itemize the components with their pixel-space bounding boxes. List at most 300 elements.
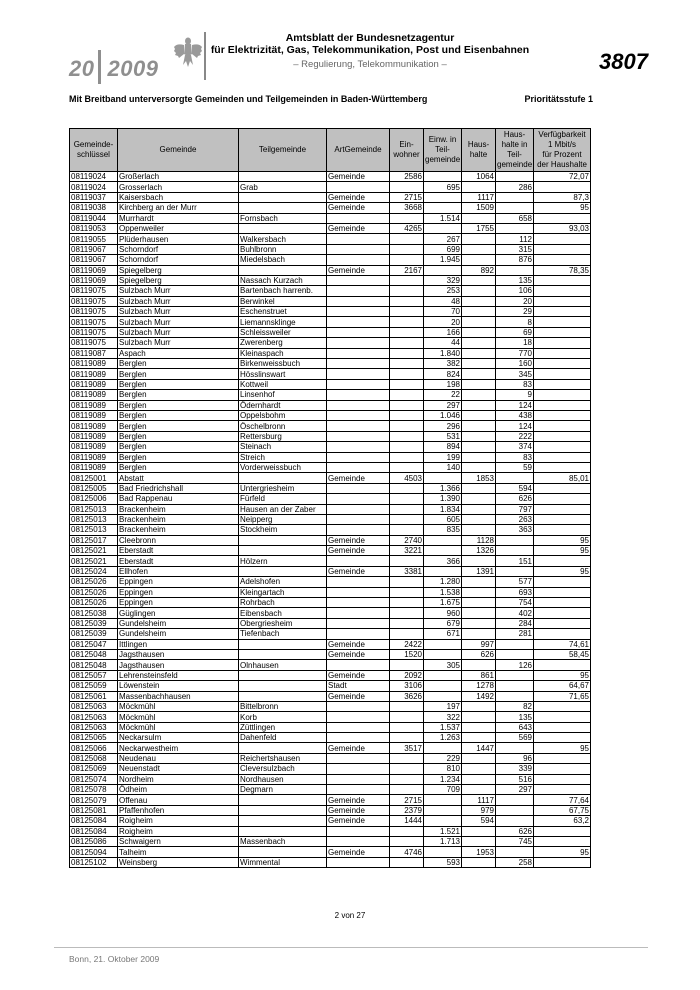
table-cell: 08125048 xyxy=(70,649,118,659)
table-row xyxy=(70,275,591,285)
table-row xyxy=(70,753,591,763)
table-cell: Sulzbach Murr xyxy=(118,286,239,296)
table-cell: 08119089 xyxy=(70,379,118,389)
table-cell xyxy=(390,359,424,369)
table-cell xyxy=(462,359,496,369)
table-cell xyxy=(534,182,591,192)
table-cell: 605 xyxy=(424,514,462,524)
table-cell: 08125078 xyxy=(70,785,118,795)
table-cell xyxy=(462,390,496,400)
table-cell: 08125026 xyxy=(70,577,118,587)
table-cell: 1.366 xyxy=(424,483,462,493)
table-cell xyxy=(496,681,534,691)
table-cell xyxy=(327,296,390,306)
table-cell: 4265 xyxy=(390,223,424,233)
table-cell: Vorderweissbuch xyxy=(239,462,327,472)
table-cell: 08125013 xyxy=(70,525,118,535)
table-cell: 267 xyxy=(424,234,462,244)
table-cell: Pfaffenhofen xyxy=(118,805,239,815)
header-divider xyxy=(204,32,206,80)
table-cell: Linsenhof xyxy=(239,390,327,400)
table-cell xyxy=(534,462,591,472)
table-cell: 85,01 xyxy=(534,473,591,483)
table-cell xyxy=(327,421,390,431)
table-cell: Brackenheim xyxy=(118,514,239,524)
table-row xyxy=(70,566,591,576)
table-cell: Cleversulzbach xyxy=(239,764,327,774)
table-cell xyxy=(239,265,327,275)
table-cell xyxy=(462,275,496,285)
table-cell: 824 xyxy=(424,369,462,379)
table-cell: 71,65 xyxy=(534,691,591,701)
table-cell: 08119053 xyxy=(70,223,118,233)
table-cell xyxy=(390,462,424,472)
table-cell: Löwenstein xyxy=(118,681,239,691)
table-cell: Gundelsheim xyxy=(118,618,239,628)
table-cell xyxy=(327,618,390,628)
table-cell xyxy=(462,774,496,784)
table-cell xyxy=(462,348,496,358)
table-cell: 08125057 xyxy=(70,670,118,680)
table-cell: 08125001 xyxy=(70,473,118,483)
table-cell: 1.390 xyxy=(424,494,462,504)
table-cell: Eschenstruet xyxy=(239,307,327,317)
table-cell xyxy=(462,431,496,441)
table-cell xyxy=(496,192,534,202)
table-cell xyxy=(390,379,424,389)
table-cell: 402 xyxy=(496,608,534,618)
table-cell: Neuenstadt xyxy=(118,764,239,774)
table-row xyxy=(70,514,591,524)
table-cell: 08125063 xyxy=(70,712,118,722)
table-cell xyxy=(534,753,591,763)
table-cell xyxy=(534,286,591,296)
table-cell xyxy=(390,317,424,327)
table-cell xyxy=(327,462,390,472)
table-row xyxy=(70,452,591,462)
table-cell xyxy=(390,369,424,379)
table-cell: 679 xyxy=(424,618,462,628)
page-number: 3807 xyxy=(599,49,648,74)
table-cell: Güglingen xyxy=(118,608,239,618)
table-cell xyxy=(239,639,327,649)
table-cell xyxy=(462,764,496,774)
table-cell xyxy=(462,234,496,244)
table-cell xyxy=(462,629,496,639)
table-cell xyxy=(534,774,591,784)
table-cell xyxy=(239,566,327,576)
table-row xyxy=(70,826,591,836)
table-cell xyxy=(534,400,591,410)
table-cell: 95 xyxy=(534,535,591,545)
table-cell: 2092 xyxy=(390,670,424,680)
agency-line-2: für Elektrizität, Gas, Telekommunikation, Post und Eisenbahnen xyxy=(210,44,530,56)
table-cell: 1.234 xyxy=(424,774,462,784)
municipality-table xyxy=(69,128,591,868)
table-cell xyxy=(462,660,496,670)
table-cell: 151 xyxy=(496,556,534,566)
table-cell xyxy=(327,307,390,317)
table-cell: 95 xyxy=(534,743,591,753)
table-cell: Berglen xyxy=(118,452,239,462)
table-cell: 1520 xyxy=(390,649,424,659)
table-cell: 322 xyxy=(424,712,462,722)
table-cell: 08119075 xyxy=(70,317,118,327)
table-cell: 695 xyxy=(424,182,462,192)
table-cell: 3381 xyxy=(390,566,424,576)
table-cell: 08119069 xyxy=(70,275,118,285)
table-cell xyxy=(327,514,390,524)
table-cell: Berglen xyxy=(118,369,239,379)
table-cell: 577 xyxy=(496,577,534,587)
table-cell xyxy=(327,857,390,867)
header-cell: ArtGemeinde xyxy=(334,145,382,154)
table-cell xyxy=(462,826,496,836)
table-cell: 08119044 xyxy=(70,213,118,223)
table-cell: 438 xyxy=(496,410,534,420)
table-cell: 08119067 xyxy=(70,244,118,254)
table-cell: 1278 xyxy=(462,681,496,691)
table-cell: Berglen xyxy=(118,421,239,431)
table-cell xyxy=(390,286,424,296)
table-cell: 44 xyxy=(424,338,462,348)
table-cell: 339 xyxy=(496,764,534,774)
table-cell: Hösslinswart xyxy=(239,369,327,379)
issue-year: 2009 xyxy=(107,56,159,81)
table-cell: 876 xyxy=(496,255,534,265)
table-cell: Sulzbach Murr xyxy=(118,338,239,348)
table-cell xyxy=(327,629,390,639)
table-cell: Obergriesheim xyxy=(239,618,327,628)
table-cell: 3668 xyxy=(390,203,424,213)
table-cell: Gemeinde xyxy=(327,639,390,649)
table-cell: 08119089 xyxy=(70,442,118,452)
table-cell: 78,35 xyxy=(534,265,591,275)
table-cell xyxy=(390,618,424,628)
table-cell xyxy=(424,847,462,857)
table-cell: 709 xyxy=(424,785,462,795)
table-row xyxy=(70,546,591,556)
table-row xyxy=(70,234,591,244)
table-cell xyxy=(462,244,496,254)
table-cell xyxy=(390,857,424,867)
table-cell: Walkersbach xyxy=(239,234,327,244)
table-cell: 892 xyxy=(462,265,496,275)
table-cell: 2379 xyxy=(390,805,424,815)
footer-date: Bonn, 21. Oktober 2009 xyxy=(69,954,160,964)
table-cell xyxy=(462,255,496,265)
table-cell xyxy=(534,327,591,337)
table-cell xyxy=(327,379,390,389)
table-cell xyxy=(462,182,496,192)
table-cell: 08125084 xyxy=(70,826,118,836)
table-cell xyxy=(462,504,496,514)
federal-eagle-icon xyxy=(173,34,203,68)
table-cell: Eppingen xyxy=(118,587,239,597)
table-cell: 08119055 xyxy=(70,234,118,244)
table-cell xyxy=(390,556,424,566)
table-cell: 08125021 xyxy=(70,556,118,566)
table-cell: 77,64 xyxy=(534,795,591,805)
table-cell xyxy=(327,317,390,327)
table-cell: 1492 xyxy=(462,691,496,701)
table-cell xyxy=(327,733,390,743)
table-row xyxy=(70,213,591,223)
table-cell: Möckmühl xyxy=(118,701,239,711)
table-cell xyxy=(534,785,591,795)
table-row xyxy=(70,681,591,691)
table-row xyxy=(70,286,591,296)
table-cell: 835 xyxy=(424,525,462,535)
table-cell: 95 xyxy=(534,546,591,556)
table-row xyxy=(70,317,591,327)
table-cell: Berglen xyxy=(118,379,239,389)
table-cell xyxy=(534,837,591,847)
table-cell: 08125079 xyxy=(70,795,118,805)
table-cell xyxy=(534,421,591,431)
table-cell: 197 xyxy=(424,701,462,711)
table-cell xyxy=(462,296,496,306)
table-cell xyxy=(327,338,390,348)
table-cell xyxy=(327,359,390,369)
table-cell: 366 xyxy=(424,556,462,566)
table-cell: 08125094 xyxy=(70,847,118,857)
table-cell xyxy=(534,369,591,379)
table-cell: Hausen an der Zaber xyxy=(239,504,327,514)
table-cell xyxy=(390,504,424,514)
table-cell: Eberstadt xyxy=(118,556,239,566)
table-cell: 1755 xyxy=(462,223,496,233)
table-cell xyxy=(390,234,424,244)
table-cell xyxy=(462,213,496,223)
table-cell xyxy=(496,816,534,826)
table-cell xyxy=(239,826,327,836)
table-cell xyxy=(327,826,390,836)
table-cell: 08125074 xyxy=(70,774,118,784)
footer-rule xyxy=(54,947,648,948)
table-cell: 08125013 xyxy=(70,504,118,514)
issue-number: 20 xyxy=(69,56,95,81)
table-row xyxy=(70,556,591,566)
table-cell: Massenbach xyxy=(239,837,327,847)
table-row xyxy=(70,369,591,379)
table-cell: Ödheim xyxy=(118,785,239,795)
table-cell: Reichertshausen xyxy=(239,753,327,763)
table-cell xyxy=(462,369,496,379)
table-row xyxy=(70,182,591,192)
table-cell xyxy=(462,379,496,389)
table-cell xyxy=(239,192,327,202)
table-cell: Degmarn xyxy=(239,785,327,795)
table-cell xyxy=(462,494,496,504)
table-cell: 593 xyxy=(424,857,462,867)
table-cell: 96 xyxy=(496,753,534,763)
table-cell: 1953 xyxy=(462,847,496,857)
table-cell xyxy=(239,816,327,826)
table-cell xyxy=(496,795,534,805)
table-cell: 08119087 xyxy=(70,348,118,358)
table-cell: 199 xyxy=(424,452,462,462)
table-cell xyxy=(424,691,462,701)
table-cell: 08119089 xyxy=(70,462,118,472)
table-cell: 74,61 xyxy=(534,639,591,649)
table-row xyxy=(70,774,591,784)
table-cell: 08119075 xyxy=(70,296,118,306)
table-cell xyxy=(390,255,424,265)
table-cell xyxy=(462,857,496,867)
table-cell xyxy=(534,379,591,389)
table-cell: 08119089 xyxy=(70,390,118,400)
table-cell: 2715 xyxy=(390,795,424,805)
table-cell xyxy=(390,431,424,441)
table-cell xyxy=(327,286,390,296)
table-cell xyxy=(496,172,534,182)
table-cell xyxy=(462,514,496,524)
table-cell xyxy=(424,795,462,805)
table-cell: 08125063 xyxy=(70,701,118,711)
table-cell xyxy=(534,733,591,743)
table-cell: 08125005 xyxy=(70,483,118,493)
table-cell xyxy=(424,805,462,815)
table-cell: 745 xyxy=(496,837,534,847)
table-cell xyxy=(424,473,462,483)
table-cell xyxy=(534,213,591,223)
table-cell: 08119024 xyxy=(70,172,118,182)
table-cell: Neipperg xyxy=(239,514,327,524)
table-cell: Gemeinde xyxy=(327,670,390,680)
table-cell: 594 xyxy=(462,816,496,826)
table-cell: 1.538 xyxy=(424,587,462,597)
table-cell: 83 xyxy=(496,452,534,462)
table-cell: Grosserlach xyxy=(118,182,239,192)
table-cell xyxy=(462,452,496,462)
table-cell xyxy=(390,701,424,711)
table-row xyxy=(70,816,591,826)
table-cell xyxy=(327,556,390,566)
table-cell xyxy=(462,837,496,847)
table-cell xyxy=(462,307,496,317)
table-cell xyxy=(327,525,390,535)
table-cell: 329 xyxy=(424,275,462,285)
table-cell xyxy=(239,691,327,701)
table-cell: Neudenau xyxy=(118,753,239,763)
table-cell: 286 xyxy=(496,182,534,192)
table-row xyxy=(70,244,591,254)
table-cell: Gemeinde xyxy=(327,192,390,202)
table-row xyxy=(70,670,591,680)
table-cell: 297 xyxy=(496,785,534,795)
table-cell: 124 xyxy=(496,421,534,431)
table-cell: Wimmental xyxy=(239,857,327,867)
table-cell: 08119024 xyxy=(70,182,118,192)
table-cell xyxy=(496,535,534,545)
table-cell: Gemeinde xyxy=(327,691,390,701)
table-cell xyxy=(462,421,496,431)
table-cell xyxy=(496,566,534,576)
header-cell: Teilgemeinde xyxy=(258,145,307,154)
col-header-einw-teil xyxy=(424,129,462,172)
table-cell: Schorndorf xyxy=(118,255,239,265)
table-cell: Gemeinde xyxy=(327,566,390,576)
table-cell: 59 xyxy=(496,462,534,472)
table-cell: Spiegelberg xyxy=(118,265,239,275)
table-row xyxy=(70,795,591,805)
table-cell xyxy=(462,338,496,348)
table-cell: 08119089 xyxy=(70,369,118,379)
table-cell: Talheim xyxy=(118,847,239,857)
table-cell xyxy=(462,286,496,296)
table-cell: 08119089 xyxy=(70,431,118,441)
table-cell: 222 xyxy=(496,431,534,441)
table-cell: 72,07 xyxy=(534,172,591,182)
table-cell: 08119089 xyxy=(70,410,118,420)
table-cell xyxy=(534,452,591,462)
issue-divider xyxy=(98,50,101,84)
table-cell: Brackenheim xyxy=(118,525,239,535)
table-cell: Berglen xyxy=(118,390,239,400)
table-cell xyxy=(534,307,591,317)
table-cell: Buhlbronn xyxy=(239,244,327,254)
table-cell xyxy=(390,733,424,743)
table-cell: 08125066 xyxy=(70,743,118,753)
table-cell xyxy=(327,774,390,784)
table-cell: Berglen xyxy=(118,462,239,472)
table-cell xyxy=(239,805,327,815)
table-cell xyxy=(327,577,390,587)
table-cell: Züttlingen xyxy=(239,722,327,732)
table-cell: Bartenbach harrenb. xyxy=(239,286,327,296)
table-cell: Gemeinde xyxy=(327,203,390,213)
table-row xyxy=(70,608,591,618)
table-cell xyxy=(424,566,462,576)
table-cell xyxy=(534,608,591,618)
table-cell xyxy=(390,421,424,431)
table-cell: 83 xyxy=(496,379,534,389)
table-cell xyxy=(327,764,390,774)
table-cell: Jagsthausen xyxy=(118,649,239,659)
table-cell xyxy=(390,753,424,763)
table-cell xyxy=(327,837,390,847)
table-cell xyxy=(496,203,534,213)
table-cell xyxy=(496,847,534,857)
table-cell: Lehrensteinsfeld xyxy=(118,670,239,680)
table-cell: 08125068 xyxy=(70,753,118,763)
table-cell xyxy=(327,504,390,514)
issue-label xyxy=(69,50,158,84)
table-row xyxy=(70,701,591,711)
table-cell xyxy=(390,660,424,670)
table-cell xyxy=(327,327,390,337)
table-cell xyxy=(534,577,591,587)
table-cell xyxy=(390,410,424,420)
table-cell: 1326 xyxy=(462,546,496,556)
col-header-art xyxy=(327,129,390,172)
table-cell: 1447 xyxy=(462,743,496,753)
table-row xyxy=(70,785,591,795)
table-cell: Abstatt xyxy=(118,473,239,483)
table-cell: 1.675 xyxy=(424,598,462,608)
table-cell: 1064 xyxy=(462,172,496,182)
table-cell xyxy=(462,577,496,587)
table-row xyxy=(70,805,591,815)
table-cell: 08125081 xyxy=(70,805,118,815)
table-cell: 08125069 xyxy=(70,764,118,774)
col-header-haushalte xyxy=(462,129,496,172)
table-cell: 3626 xyxy=(390,691,424,701)
table-cell xyxy=(534,494,591,504)
table-cell: Roigheim xyxy=(118,826,239,836)
table-cell: Berglen xyxy=(118,359,239,369)
